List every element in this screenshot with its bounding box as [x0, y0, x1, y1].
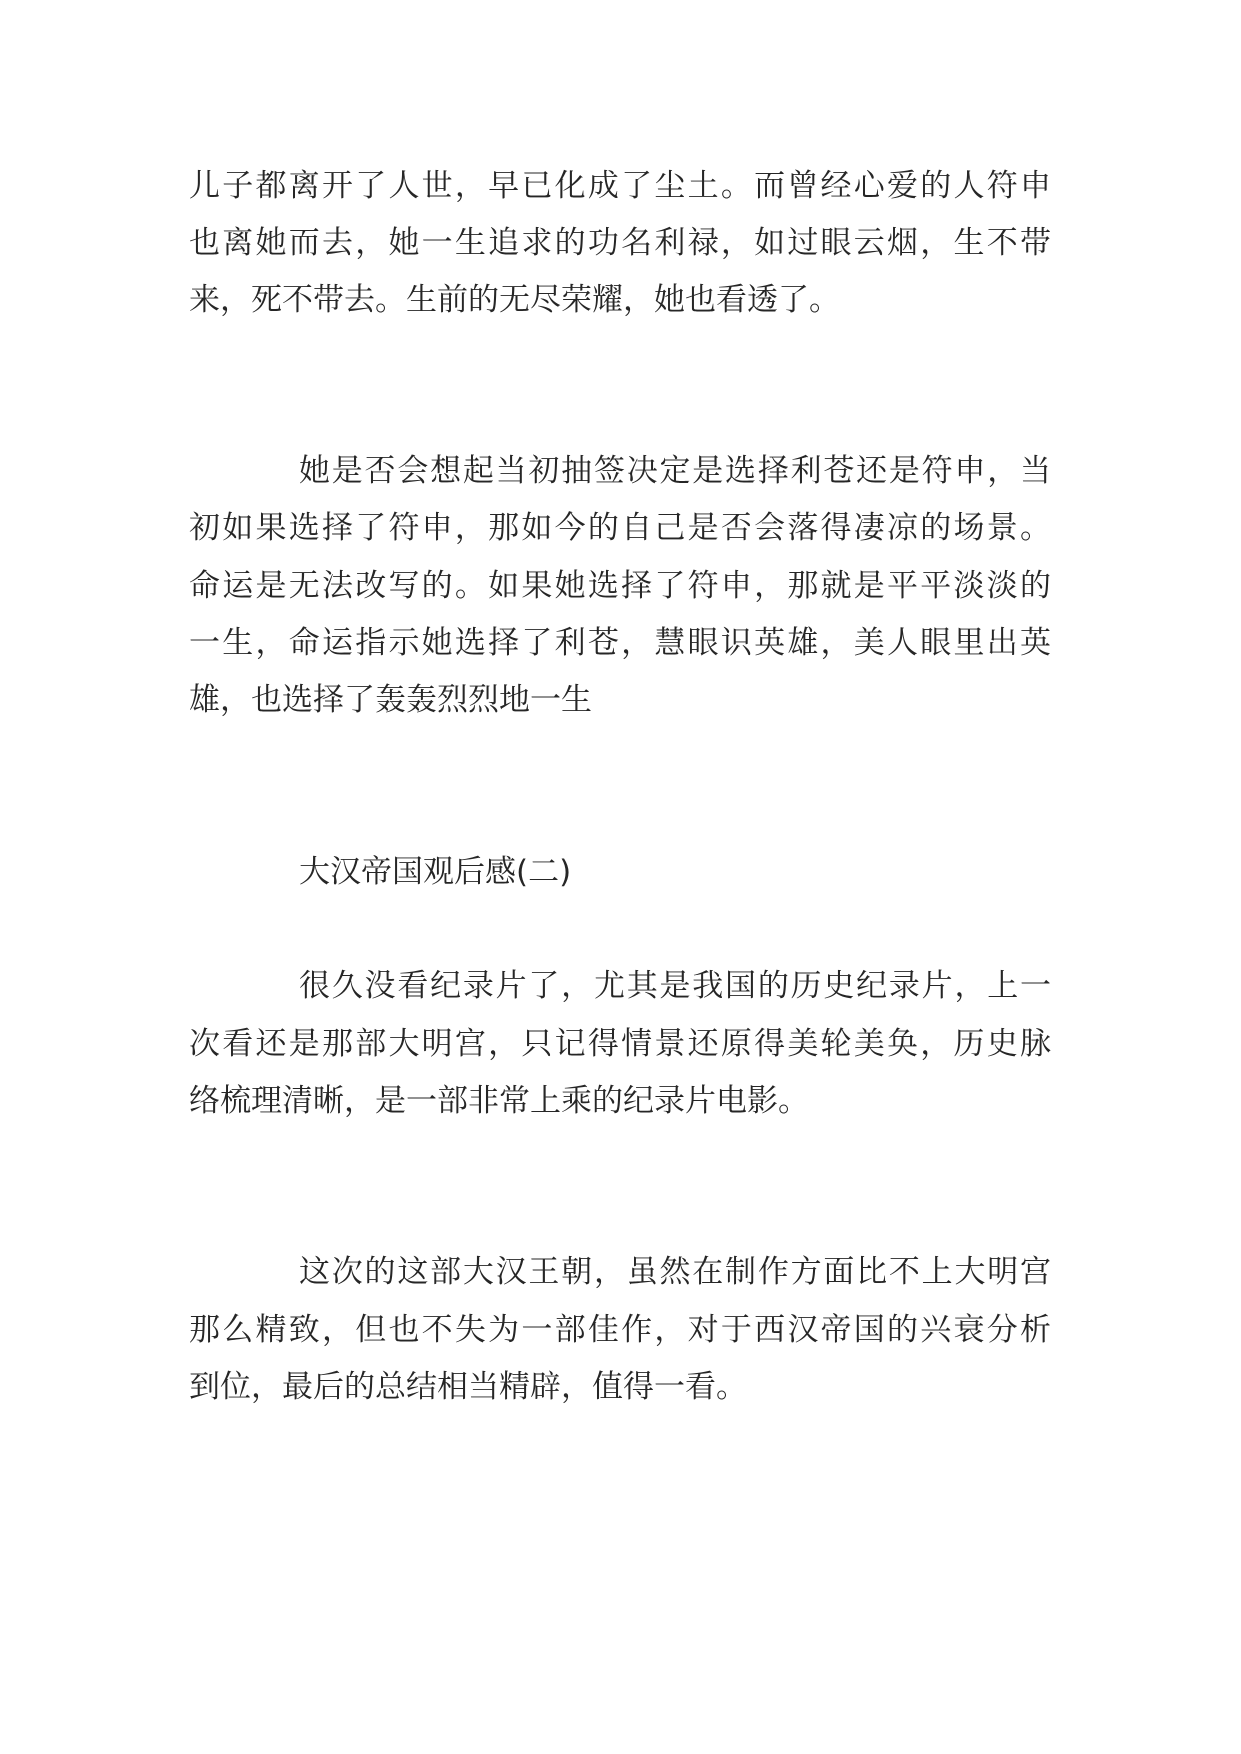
line-text: 初如果选择了符申，那如今的自己是否会落得凄凉的场景。	[189, 510, 1051, 546]
paragraph-line	[0, 451, 1241, 491]
line-text: 一生，命运指示她选择了利苍，慧眼识英雄，美人眼里出英	[189, 625, 1051, 661]
paragraph-line	[0, 966, 1241, 1006]
paragraph-line	[0, 1081, 1241, 1121]
line-text: 她是否会想起当初抽签决定是选择利苍还是符申，当	[299, 453, 1051, 489]
paragraph-line	[0, 680, 1241, 720]
section-heading	[0, 852, 1241, 892]
paragraph-line	[0, 280, 1241, 320]
line-text: 也离她而去，她一生追求的功名利禄，如过眼云烟，生不带	[189, 225, 1051, 261]
line-text: 到位，最后的总结相当精辟，值得一看。	[189, 1369, 747, 1405]
line-text: 命运是无法改写的。如果她选择了符申，那就是平平淡淡的	[189, 568, 1051, 604]
paragraph-line	[0, 508, 1241, 548]
paragraph-line	[0, 166, 1241, 206]
line-text: 儿子都离开了人世，早已化成了尘土。而曾经心爱的人符申	[189, 168, 1051, 204]
line-text: 次看还是那部大明宫，只记得情景还原得美轮美奂，历史脉	[189, 1026, 1051, 1062]
paragraph-line	[0, 566, 1241, 606]
paragraph-line	[0, 1024, 1241, 1064]
line-text: 络梳理清晰，是一部非常上乘的纪录片电影。	[189, 1083, 809, 1119]
paragraph-line	[0, 623, 1241, 663]
line-text: 这次的这部大汉王朝，虽然在制作方面比不上大明宫	[299, 1254, 1051, 1290]
line-text: 雄，也选择了轰轰烈烈地一生	[189, 682, 592, 718]
paragraph-line	[0, 1252, 1241, 1292]
paragraph-line	[0, 223, 1241, 263]
line-text: 来，死不带去。生前的无尽荣耀，她也看透了。	[189, 282, 840, 318]
heading-text: 大汉帝国观后感(二)	[299, 854, 572, 890]
paragraph-line	[0, 1367, 1241, 1407]
paragraph-line	[0, 1310, 1241, 1350]
line-text: 那么精致，但也不失为一部佳作，对于西汉帝国的兴衰分析	[189, 1312, 1051, 1348]
line-text: 很久没看纪录片了，尤其是我国的历史纪录片，上一	[299, 968, 1051, 1004]
